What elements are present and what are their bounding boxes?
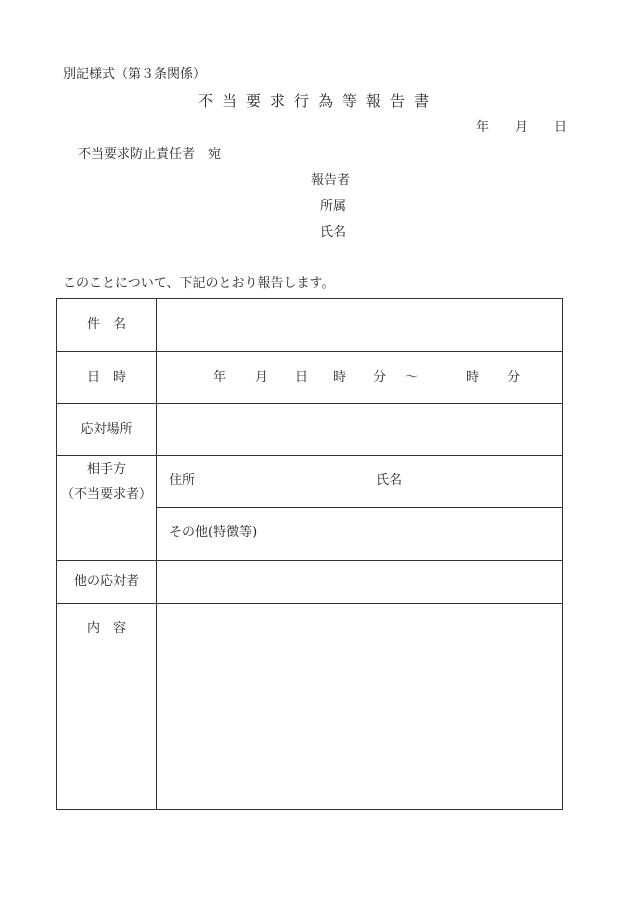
datetime-day: 日 (295, 370, 309, 385)
other-responders-label: 他の応対者 (73, 574, 139, 589)
counterpart-address-label: 住所 (169, 473, 196, 488)
name-label: 氏名 (320, 225, 347, 240)
date-year: 年 (476, 120, 490, 135)
location-label: 応対場所 (80, 422, 133, 437)
affiliation-label: 所属 (320, 199, 347, 214)
document-title: 不当要求行為等報告書 (198, 92, 439, 110)
location-field[interactable] (157, 404, 562, 455)
date-month: 月 (515, 120, 529, 135)
counterpart-label-line1: 相手方 (86, 462, 126, 477)
datetime-minute-end: 分 (507, 370, 521, 385)
counterpart-name-label: 氏名 (376, 473, 403, 488)
datetime-month: 月 (255, 370, 269, 385)
counterpart-address-field[interactable] (157, 456, 562, 507)
addressee: 不当要求防止責任者 宛 (78, 147, 222, 162)
date-day: 日 (554, 120, 568, 135)
datetime-field[interactable] (157, 352, 562, 403)
subject-field[interactable] (157, 299, 562, 351)
intro-text: このことについて、下記のとおり報告します。 (63, 276, 335, 291)
report-form-table (56, 298, 563, 810)
datetime-label: 日 時 (86, 370, 126, 385)
reporter-label: 報告者 (311, 173, 351, 188)
datetime-minute-start: 分 (373, 370, 387, 385)
counterpart-other-field[interactable] (157, 508, 562, 560)
datetime-hour-end: 時 (466, 370, 480, 385)
datetime-hour-start: 時 (333, 370, 347, 385)
subject-label: 件 名 (86, 317, 126, 332)
form-reference: 別記様式（第３条関係） (63, 67, 207, 82)
datetime-year: 年 (213, 370, 227, 385)
counterpart-other-label: その他(特徴等) (169, 525, 258, 540)
other-responders-field[interactable] (157, 561, 562, 603)
counterpart-label-line2: （不当要求者） (60, 487, 152, 502)
datetime-tilde: ～ (405, 370, 419, 385)
content-label: 内 容 (86, 621, 126, 636)
content-field[interactable] (157, 604, 562, 809)
